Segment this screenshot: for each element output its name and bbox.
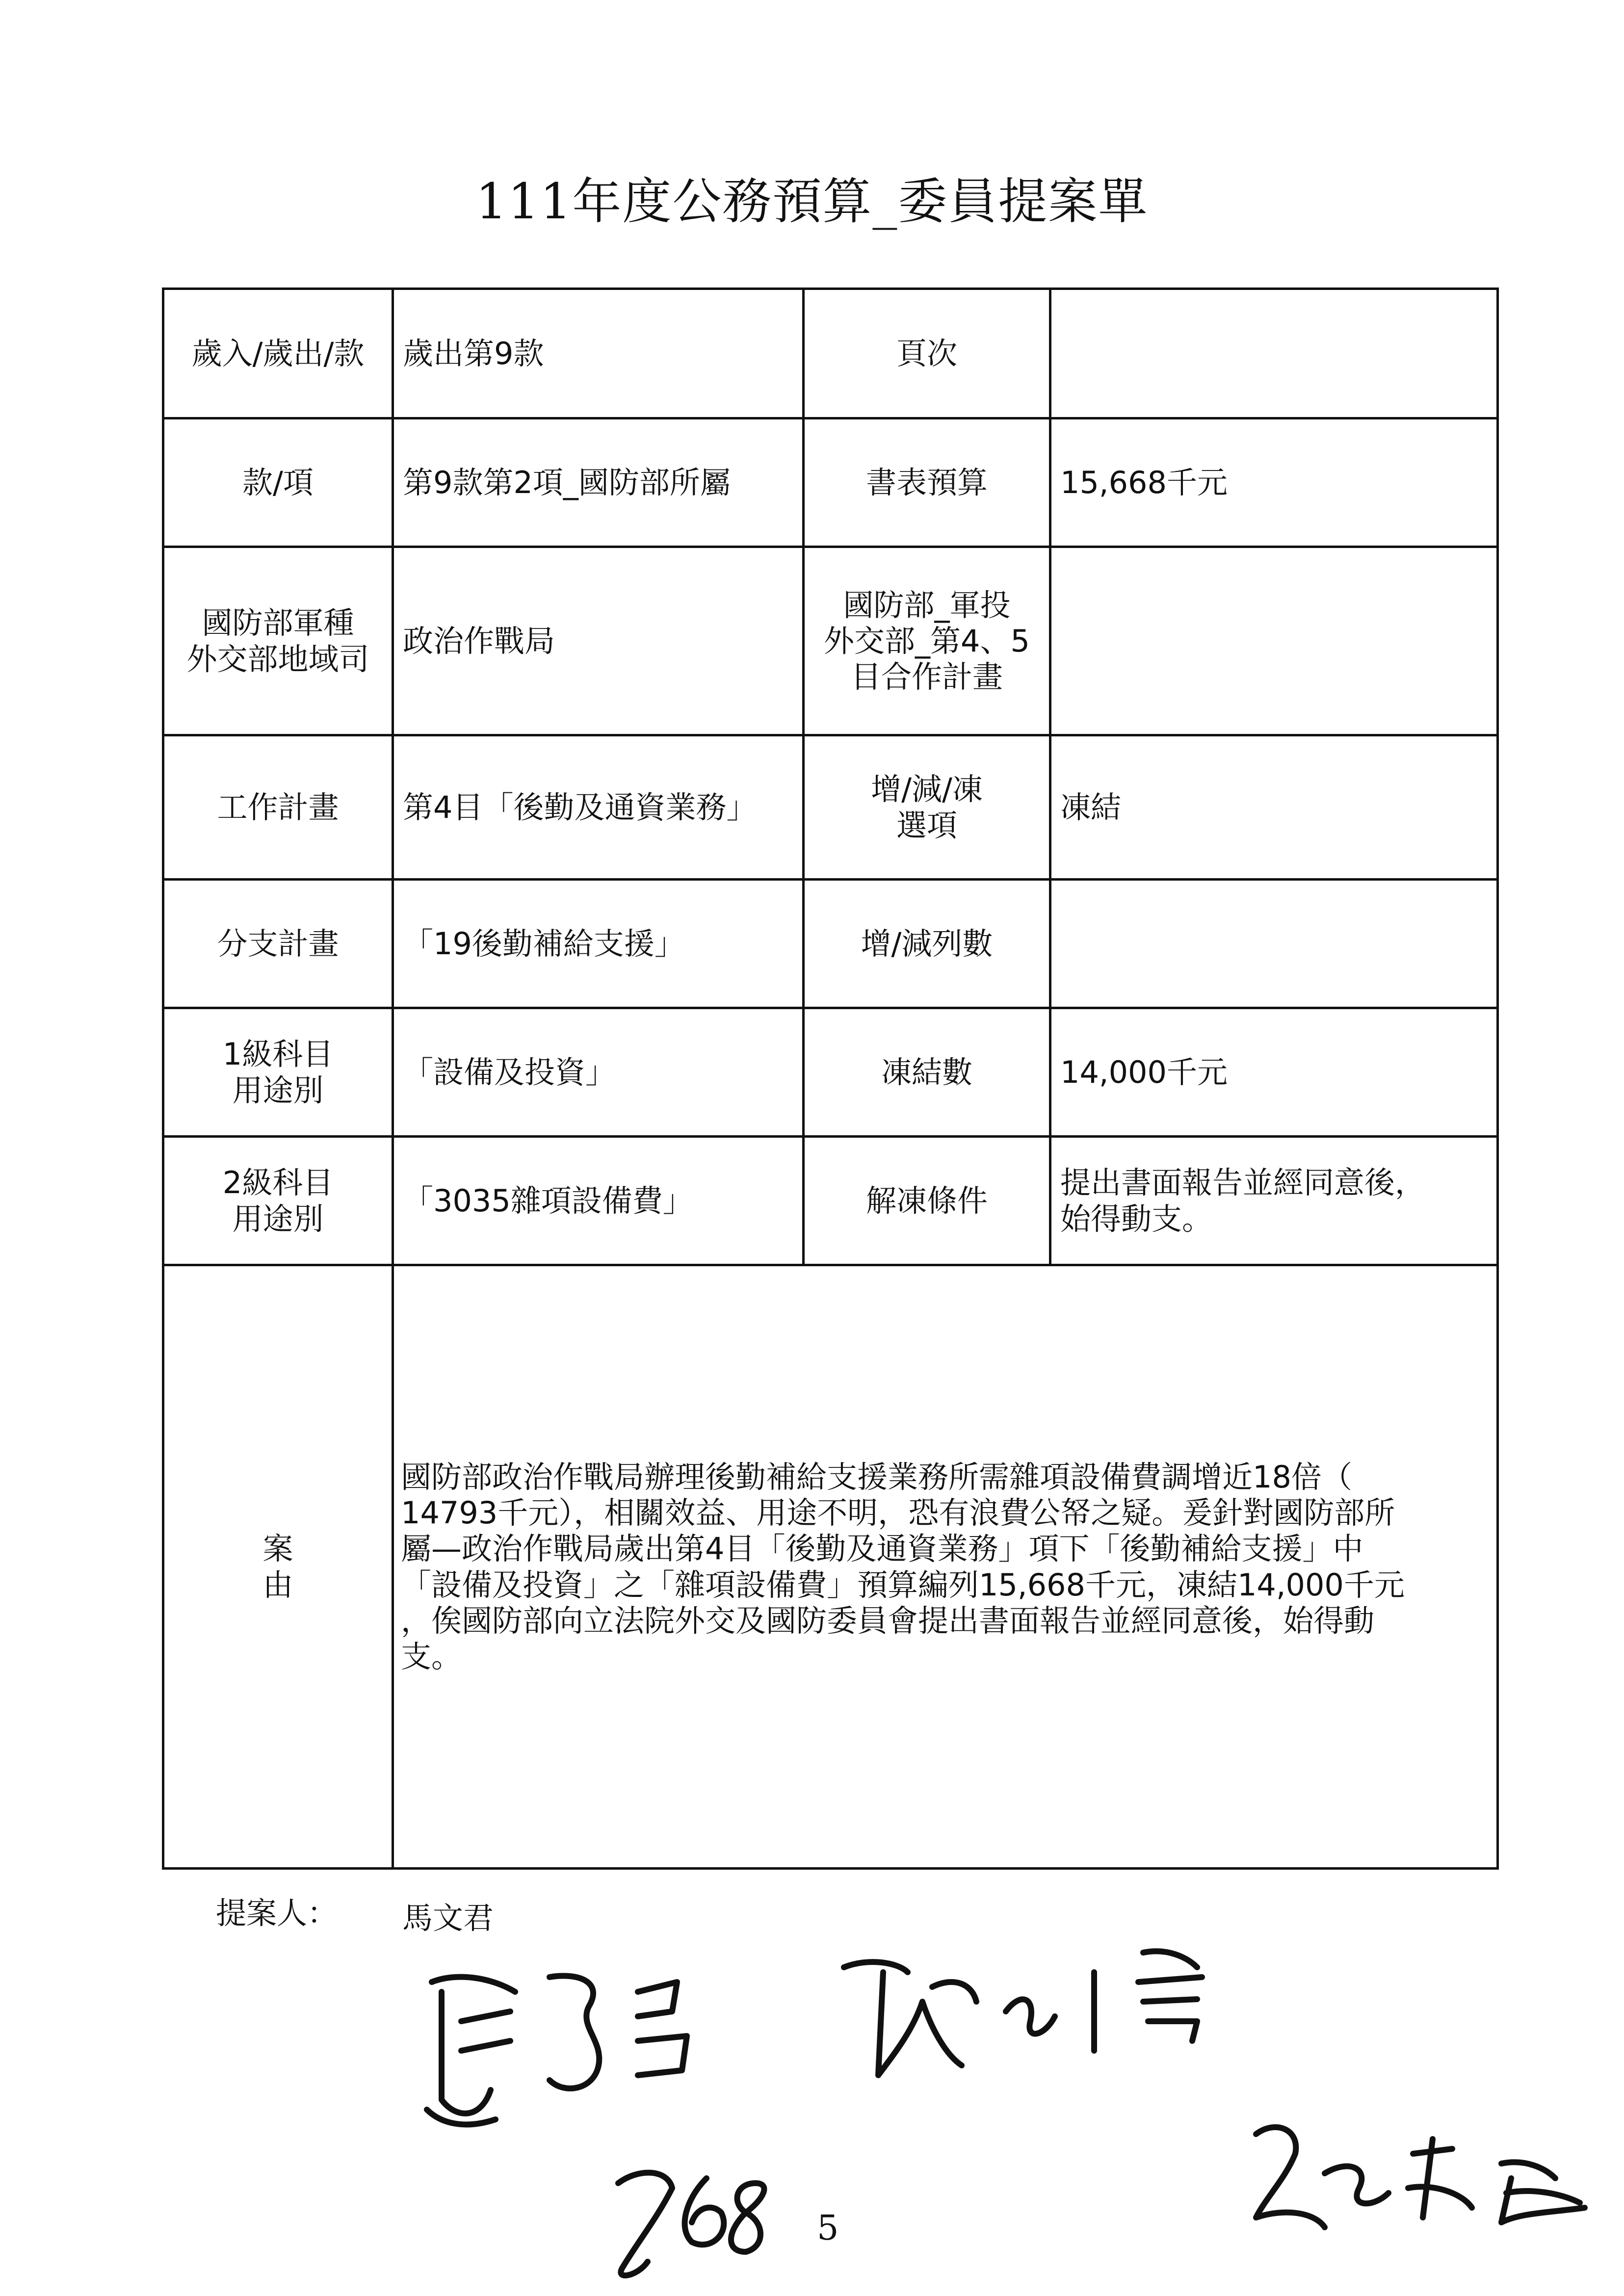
signature-1: [427, 1976, 687, 2125]
value-branch-plan: 「19後勤補給支援」: [393, 880, 804, 1008]
reason-line: 國防部政治作戰局辦理後勤補給支援業務所需雜項設備費調增近18倍（: [401, 1459, 1352, 1495]
page-title: 111年度公務預算_委員提案單: [475, 173, 1149, 230]
label-level2-subject: 2級科目 用途別: [163, 1137, 393, 1265]
label-reason: 案由: [163, 1265, 393, 1869]
label-page: 頁次: [804, 289, 1050, 418]
value-freeze-amount: 14,000千元: [1050, 1008, 1498, 1137]
value-work-plan: 第4目「後勤及通資業務」: [393, 735, 804, 880]
reason-line: ，俟國防部向立法院外交及國防委員會提出書面報告並經同意後，始得動: [401, 1602, 1375, 1639]
value-action-option: 凍結: [1050, 735, 1498, 880]
reason-line: 14793千元），相關效益、用途不明，恐有浪費公帑之疑。爰針對國防部所: [401, 1495, 1395, 1531]
label-item: 款/項: [163, 418, 393, 547]
value-budget: 15,668千元: [1050, 418, 1498, 547]
proposer-label: 提案人：: [216, 1895, 338, 1931]
label-adjust-amount: 增/減列數: [804, 880, 1050, 1008]
signature-4: [618, 2173, 764, 2275]
reason-line: 「設備及投資」之「雜項設備費」預算編列15,668千元，凍結14,000千元: [401, 1566, 1405, 1603]
label-agency: 國防部軍種 外交部地域司: [163, 547, 393, 735]
label-level1-subject: 1級科目 用途別: [163, 1008, 393, 1137]
value-agency: 政治作戰局: [393, 547, 804, 735]
label-work-plan: 工作計畫: [163, 735, 393, 880]
label-category: 歲入/歲出/款: [163, 289, 393, 418]
value-category: 歲出第9款: [393, 289, 804, 418]
value-item: 第9款第2項_國防部所屬: [393, 418, 804, 547]
label-budget: 書表預算: [804, 418, 1050, 547]
reason-line: 屬—政治作戰局歲出第4目「後勤及通資業務」項下「後勤補給支援」中: [401, 1531, 1363, 1567]
label-cooperation-plan: 國防部_軍投 外交部_第4、5 目合作計畫: [804, 547, 1050, 735]
label-unfreeze-condition: 解凍條件: [804, 1137, 1050, 1265]
value-unfreeze-condition: 提出書面報告並經同意後， 始得動支。: [1050, 1137, 1498, 1265]
signature-3: [1256, 2127, 1585, 2227]
label-branch-plan: 分支計畫: [163, 880, 393, 1008]
proposer-name: 馬文君: [402, 1900, 494, 1936]
reason-line: 支。: [401, 1638, 462, 1674]
label-freeze-amount: 凍結數: [804, 1008, 1050, 1137]
page-number: 5: [817, 2208, 839, 2248]
label-action-option: 增/減/凍 選項: [804, 735, 1050, 880]
value-level1-subject: 「設備及投資」: [393, 1008, 804, 1137]
signature-2: [844, 1951, 1202, 2075]
value-level2-subject: 「3035雜項設備費」: [393, 1137, 804, 1265]
